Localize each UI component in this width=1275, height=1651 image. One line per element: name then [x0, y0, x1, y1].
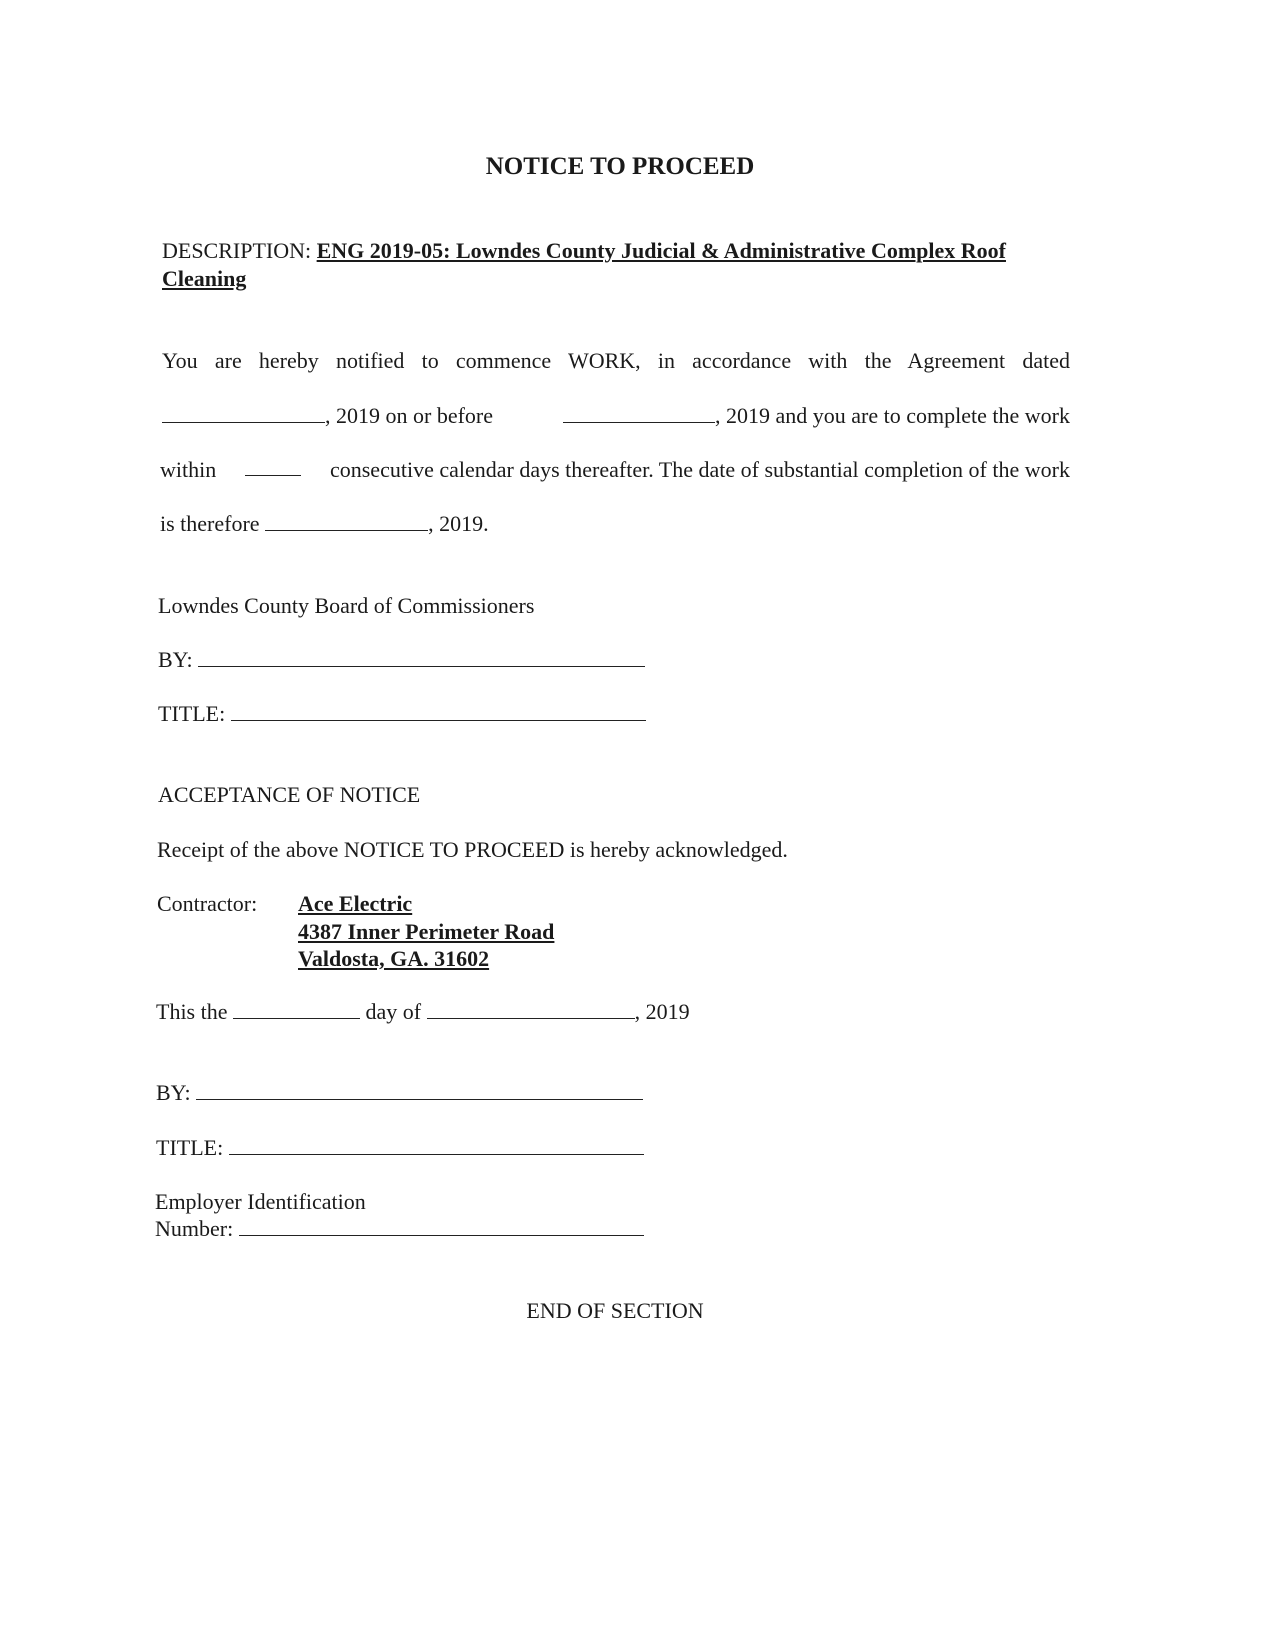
- text: day of: [365, 999, 422, 1024]
- description-line: [162, 238, 1006, 264]
- text: is therefore: [160, 511, 260, 536]
- commence-date-blank[interactable]: [563, 404, 715, 423]
- contractor-name: Ace Electric: [298, 891, 413, 916]
- contractor-by-blank[interactable]: [196, 1081, 643, 1100]
- acceptance-heading: ACCEPTANCE OF NOTICE: [158, 782, 421, 807]
- ein-number-label: Number:: [155, 1216, 234, 1241]
- text: consecutive calendar days thereafter. The date of substantial completion of the work: [329, 457, 1070, 482]
- receipt-text: Receipt of the above NOTICE TO PROCEED is hereby acknowledged.: [157, 837, 788, 862]
- day-blank[interactable]: [233, 1000, 360, 1019]
- ein-label: Employer Identification: [155, 1189, 366, 1214]
- contractor-address-1: 4387 Inner Perimeter Road: [298, 919, 555, 944]
- text: , 2019 and you are to complete the work: [715, 403, 1070, 428]
- owner-name: Lowndes County Board of Commissioners: [158, 593, 535, 618]
- contractor-title: [156, 1135, 644, 1161]
- text: This the: [156, 999, 228, 1024]
- by-label: BY:: [156, 1080, 191, 1105]
- month-blank[interactable]: [427, 1000, 635, 1019]
- contractor-address-2: Valdosta, GA. 31602: [298, 946, 490, 971]
- ein-blank[interactable]: [239, 1217, 644, 1236]
- contractor-title-blank[interactable]: [229, 1136, 644, 1155]
- text: , 2019 on or before: [325, 403, 494, 428]
- description-label: DESCRIPTION:: [162, 238, 312, 263]
- title-label: TITLE:: [158, 701, 226, 726]
- acceptance-date-line: [156, 999, 690, 1025]
- text: , 2019.: [428, 511, 489, 536]
- description-value-cont: Cleaning: [162, 266, 247, 291]
- paragraph-line-3: [160, 457, 1070, 483]
- owner-by-blank[interactable]: [198, 648, 645, 667]
- description-value: ENG 2019-05: Lowndes County Judicial & Administrative Complex Roof: [316, 238, 1006, 263]
- days-blank[interactable]: [245, 457, 301, 476]
- end-of-section: END OF SECTION: [526, 1298, 704, 1323]
- paragraph-line-4: [160, 511, 489, 537]
- paragraph-line-1: You are hereby notified to commence WORK, in accordance with the Agreement dated: [162, 348, 1070, 373]
- text: , 2019: [634, 999, 690, 1024]
- ein-line: [155, 1216, 644, 1242]
- title-label: TITLE:: [156, 1135, 224, 1160]
- text: within: [160, 457, 217, 482]
- paragraph-line-2: [162, 403, 1070, 429]
- contractor-label: Contractor:: [157, 891, 258, 916]
- contractor-by: [156, 1080, 643, 1106]
- owner-title: [158, 701, 646, 727]
- agreement-date-blank[interactable]: [162, 404, 325, 423]
- completion-date-blank[interactable]: [265, 512, 428, 531]
- by-label: BY:: [158, 647, 193, 672]
- document-title: NOTICE TO PROCEED: [485, 153, 755, 180]
- owner-title-blank[interactable]: [231, 702, 646, 721]
- owner-by: [158, 647, 645, 673]
